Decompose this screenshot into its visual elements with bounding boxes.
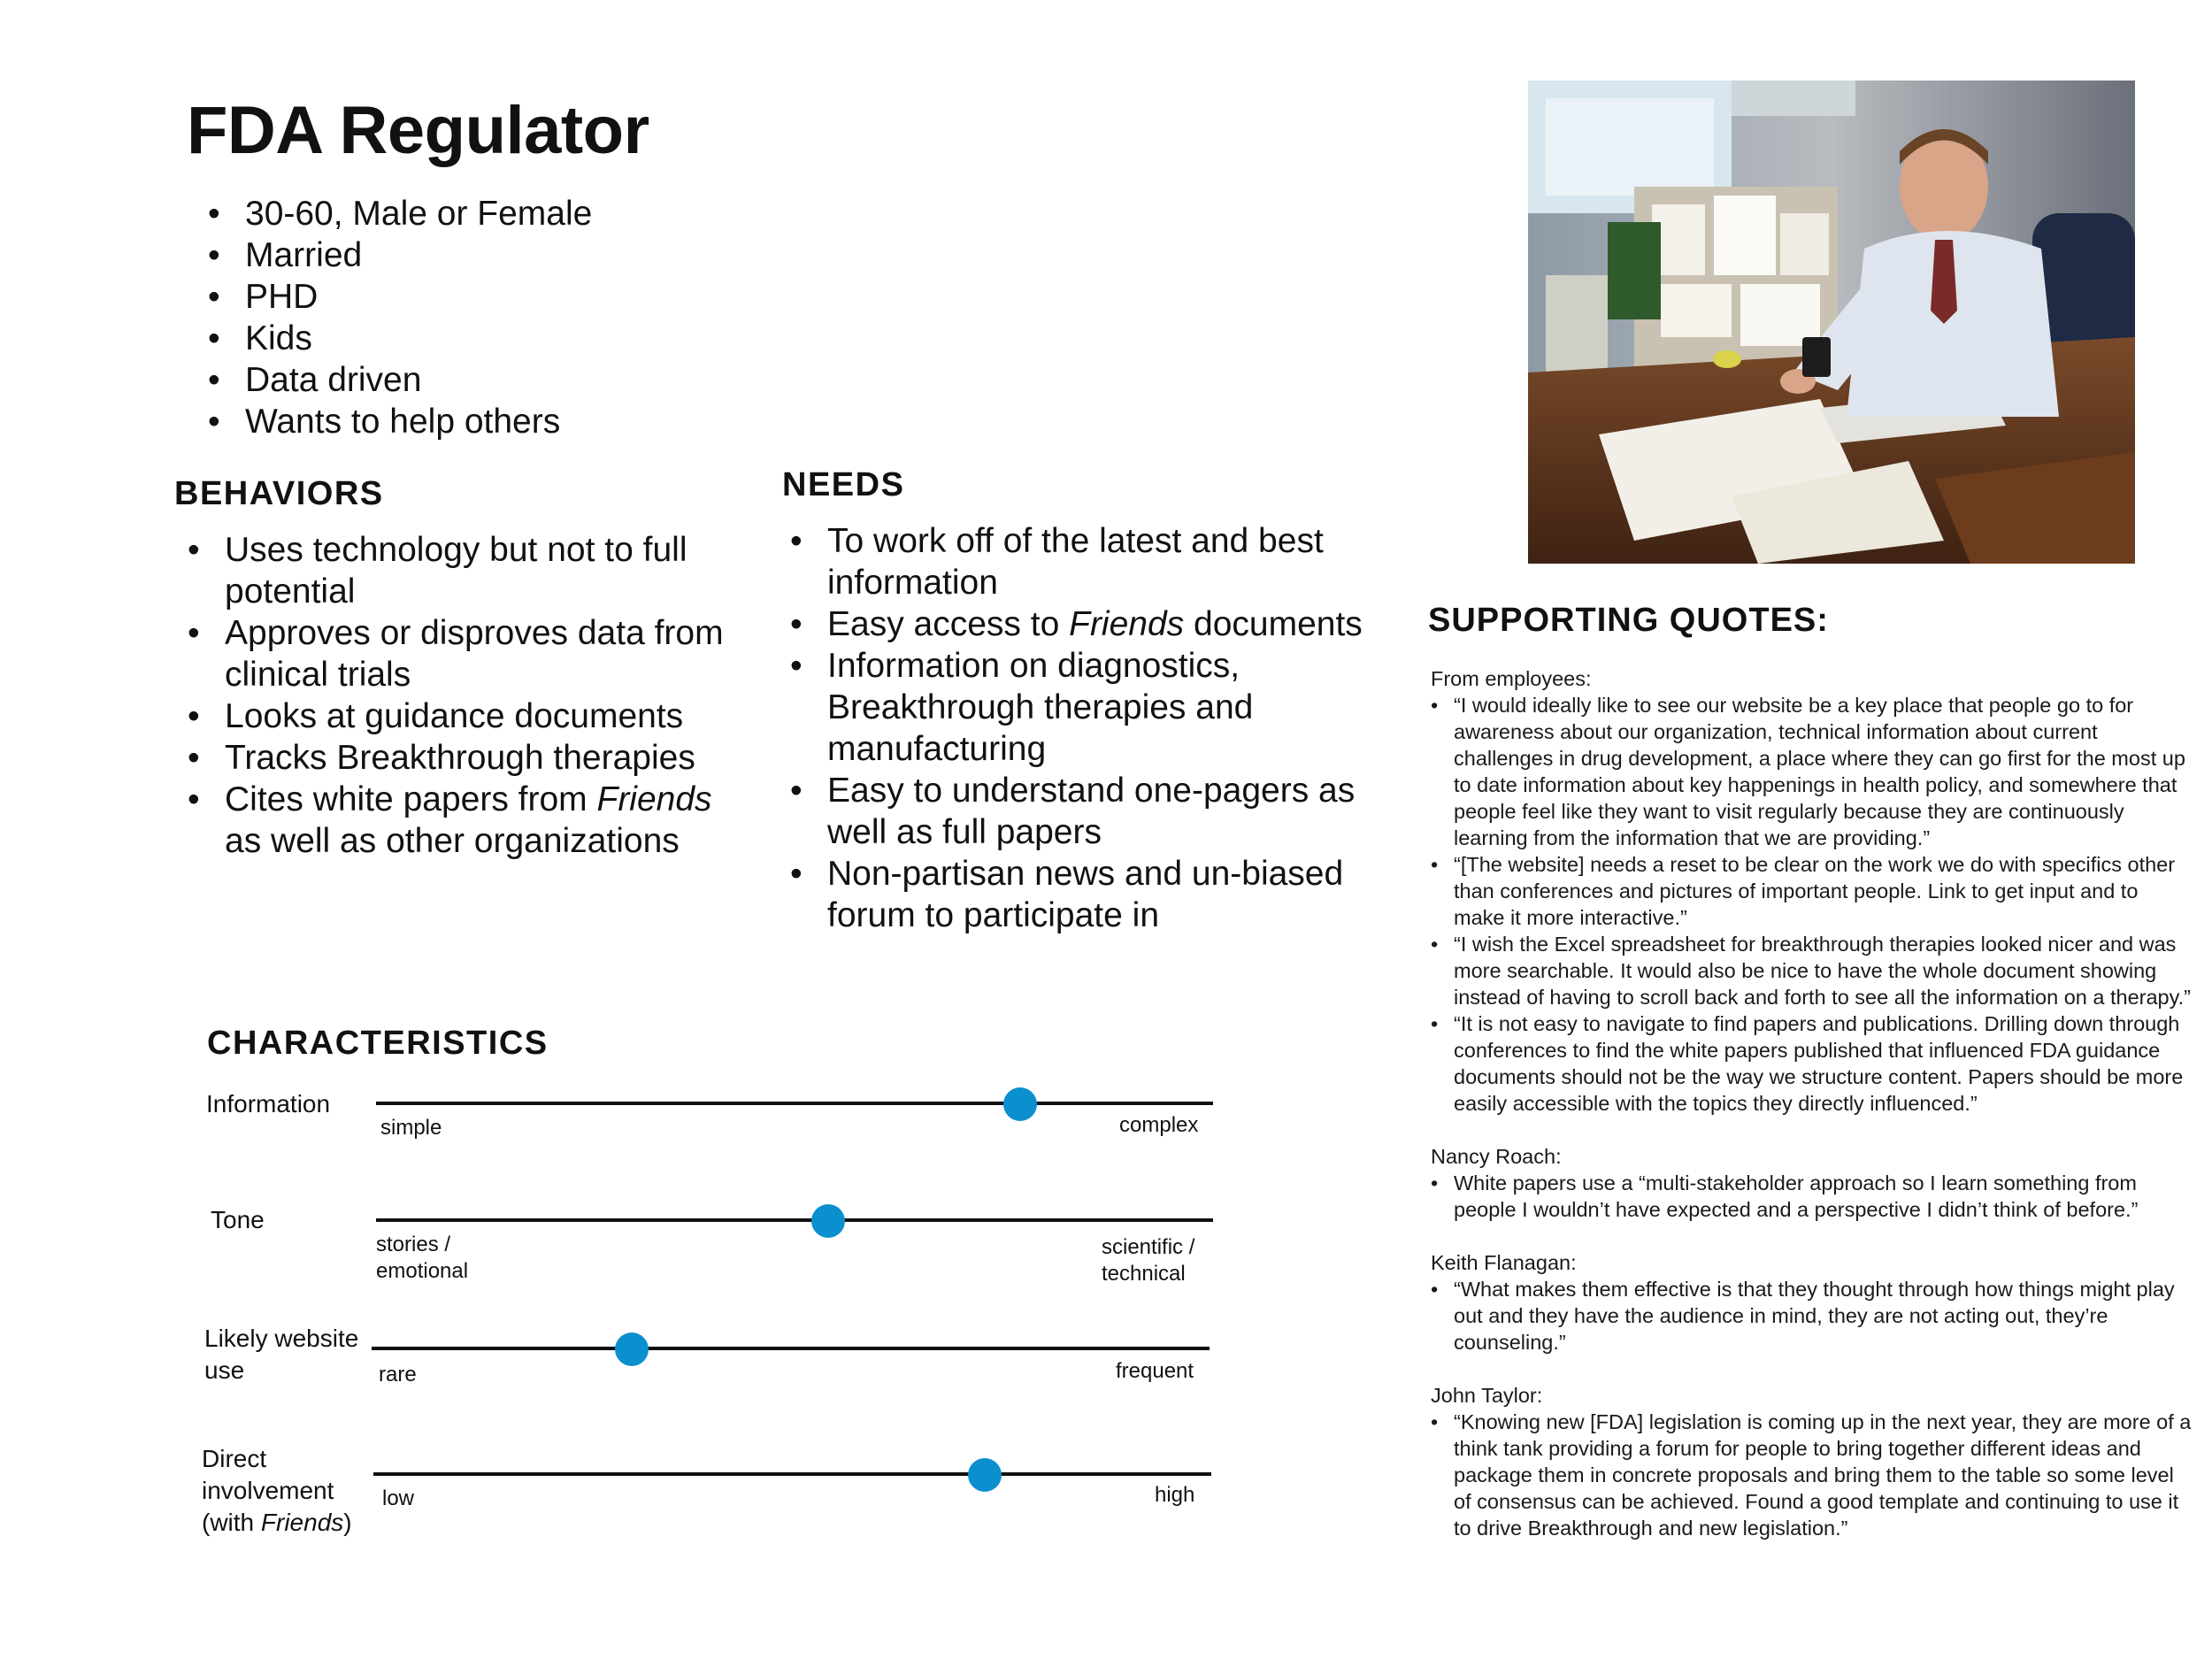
scale-high-label: scientific / technical: [1102, 1235, 1195, 1286]
quote-source: Nancy Roach:: [1431, 1145, 1562, 1168]
needs-heading: NEEDS: [782, 466, 905, 503]
quote-item: • “What makes them effective is that they thought through how things might play out and they have the audience in mind, they are not acting out, they’re counseling.”: [1431, 1276, 2192, 1356]
demographic-item: • Wants to help others: [208, 401, 592, 442]
scale-high-label: high: [1155, 1483, 1195, 1507]
quote-item: • “I wish the Excel spreadsheet for breakthrough therapies looked nicer and was more searchable. It would also be nice to have the whole document showing instead of having to scroll back and forth to see all the information on a therapy.”: [1431, 931, 2192, 1010]
quote-item: • White papers use a “multi-stakeholder approach so I learn something from people I wouldn’t have expected and a perspective I didn’t think of before.”: [1431, 1170, 2192, 1223]
quote-source: From employees:: [1431, 667, 1592, 690]
characteristic-label: Information: [206, 1090, 331, 1118]
need-item: • Easy access to Friends documents: [790, 603, 1392, 645]
quote-list: [1431, 1276, 2192, 1356]
scale-high-label: complex: [1119, 1113, 1199, 1137]
quote-list: [1431, 1170, 2192, 1223]
quote-item: • “Knowing new [FDA] legislation is coming up in the next year, they are more of a think tank providing a forum for people to bring together different ideas and package them in concrete proposals and bring them to the table so some level of consensus can be achieved. Found a good template and continuing to use it to drive Breakthrough and new legislation.”: [1431, 1409, 2192, 1541]
characteristic-label: Likely website use: [204, 1325, 359, 1384]
scale-marker-involvement: [968, 1458, 1002, 1492]
scale-track-information: [376, 1102, 1213, 1105]
demographic-item: • Kids: [208, 318, 592, 359]
need-item: • Easy to understand one-pagers as well as full papers: [790, 770, 1392, 853]
quote-source: Keith Flanagan:: [1431, 1251, 1577, 1274]
behavior-item: • Uses technology but not to full potential: [188, 529, 754, 612]
scale-low-label: simple: [380, 1116, 442, 1140]
scale-marker-information: [1003, 1087, 1037, 1121]
behaviors-list: [188, 529, 754, 862]
behavior-item: • Cites white papers from Friends as well as other organizations: [188, 779, 754, 862]
characteristic-label: Tone: [211, 1206, 265, 1233]
quote-group: [1431, 1143, 2192, 1223]
characteristic-label: Direct involvement (with Friends): [202, 1445, 352, 1536]
demographic-item: • 30-60, Male or Female: [208, 193, 592, 234]
office-worker-photo: [1528, 81, 2135, 564]
quote-source: John Taylor:: [1431, 1384, 1543, 1407]
behavior-item: • Tracks Breakthrough therapies: [188, 737, 754, 779]
scale-low-label: low: [382, 1486, 415, 1510]
quote-group: [1431, 1249, 2192, 1356]
needs-list: [790, 520, 1392, 936]
behavior-item: • Approves or disproves data from clinical trials: [188, 612, 754, 695]
need-item: • Information on diagnostics, Breakthrough therapies and manufacturing: [790, 645, 1392, 770]
scale-marker-tone: [811, 1204, 845, 1238]
demographic-item: • PHD: [208, 276, 592, 318]
behaviors-heading: BEHAVIORS: [174, 475, 384, 512]
page-title: FDA Regulator: [187, 93, 649, 168]
quote-group: [1431, 1382, 2192, 1541]
supporting-quotes-heading: SUPPORTING QUOTES:: [1428, 602, 1829, 639]
scale-track-website-use: [372, 1347, 1210, 1350]
quote-item: • “It is not easy to navigate to find papers and publications. Drilling down through conferences to find the white papers published that influenced FDA guidance documents should not be the way we structure content. Papers should be more easily accessible with the topics they directly influenced.”: [1431, 1010, 2192, 1117]
scale-low-label: rare: [379, 1363, 417, 1386]
need-item: • Non-partisan news and un-biased forum to participate in: [790, 853, 1392, 936]
demographics-list: [208, 193, 592, 442]
scale-low-label: stories / emotional: [376, 1233, 469, 1283]
scale-high-label: frequent: [1116, 1359, 1194, 1383]
demographic-item: • Data driven: [208, 359, 592, 401]
quote-item: • “I would ideally like to see our website be a key place that people go to for awareness about our organization, technical information about current challenges in drug development, a place where they can go first for the most up to date information about key happenings in health policy, and somewhere that people feel like they want to visit regularly because they are continuously learning from the information that we are providing.”: [1431, 692, 2192, 851]
supporting-quotes: [1431, 665, 2192, 1568]
quote-group: [1431, 665, 2192, 1117]
quote-item: • “[The website] needs a reset to be clear on the work we do with specifics other than conferences and pictures of important people. Link to get input and to make it more interactive.”: [1431, 851, 2192, 931]
demographic-item: • Married: [208, 234, 592, 276]
scale-track-involvement: [373, 1472, 1211, 1476]
scale-marker-website-use: [615, 1333, 649, 1366]
behavior-item: • Looks at guidance documents: [188, 695, 754, 737]
scale-track-tone: [376, 1218, 1213, 1222]
quote-list: [1431, 1409, 2192, 1541]
need-item: • To work off of the latest and best information: [790, 520, 1392, 603]
characteristics-heading: CHARACTERISTICS: [207, 1025, 549, 1062]
quote-list: [1431, 692, 2192, 1117]
